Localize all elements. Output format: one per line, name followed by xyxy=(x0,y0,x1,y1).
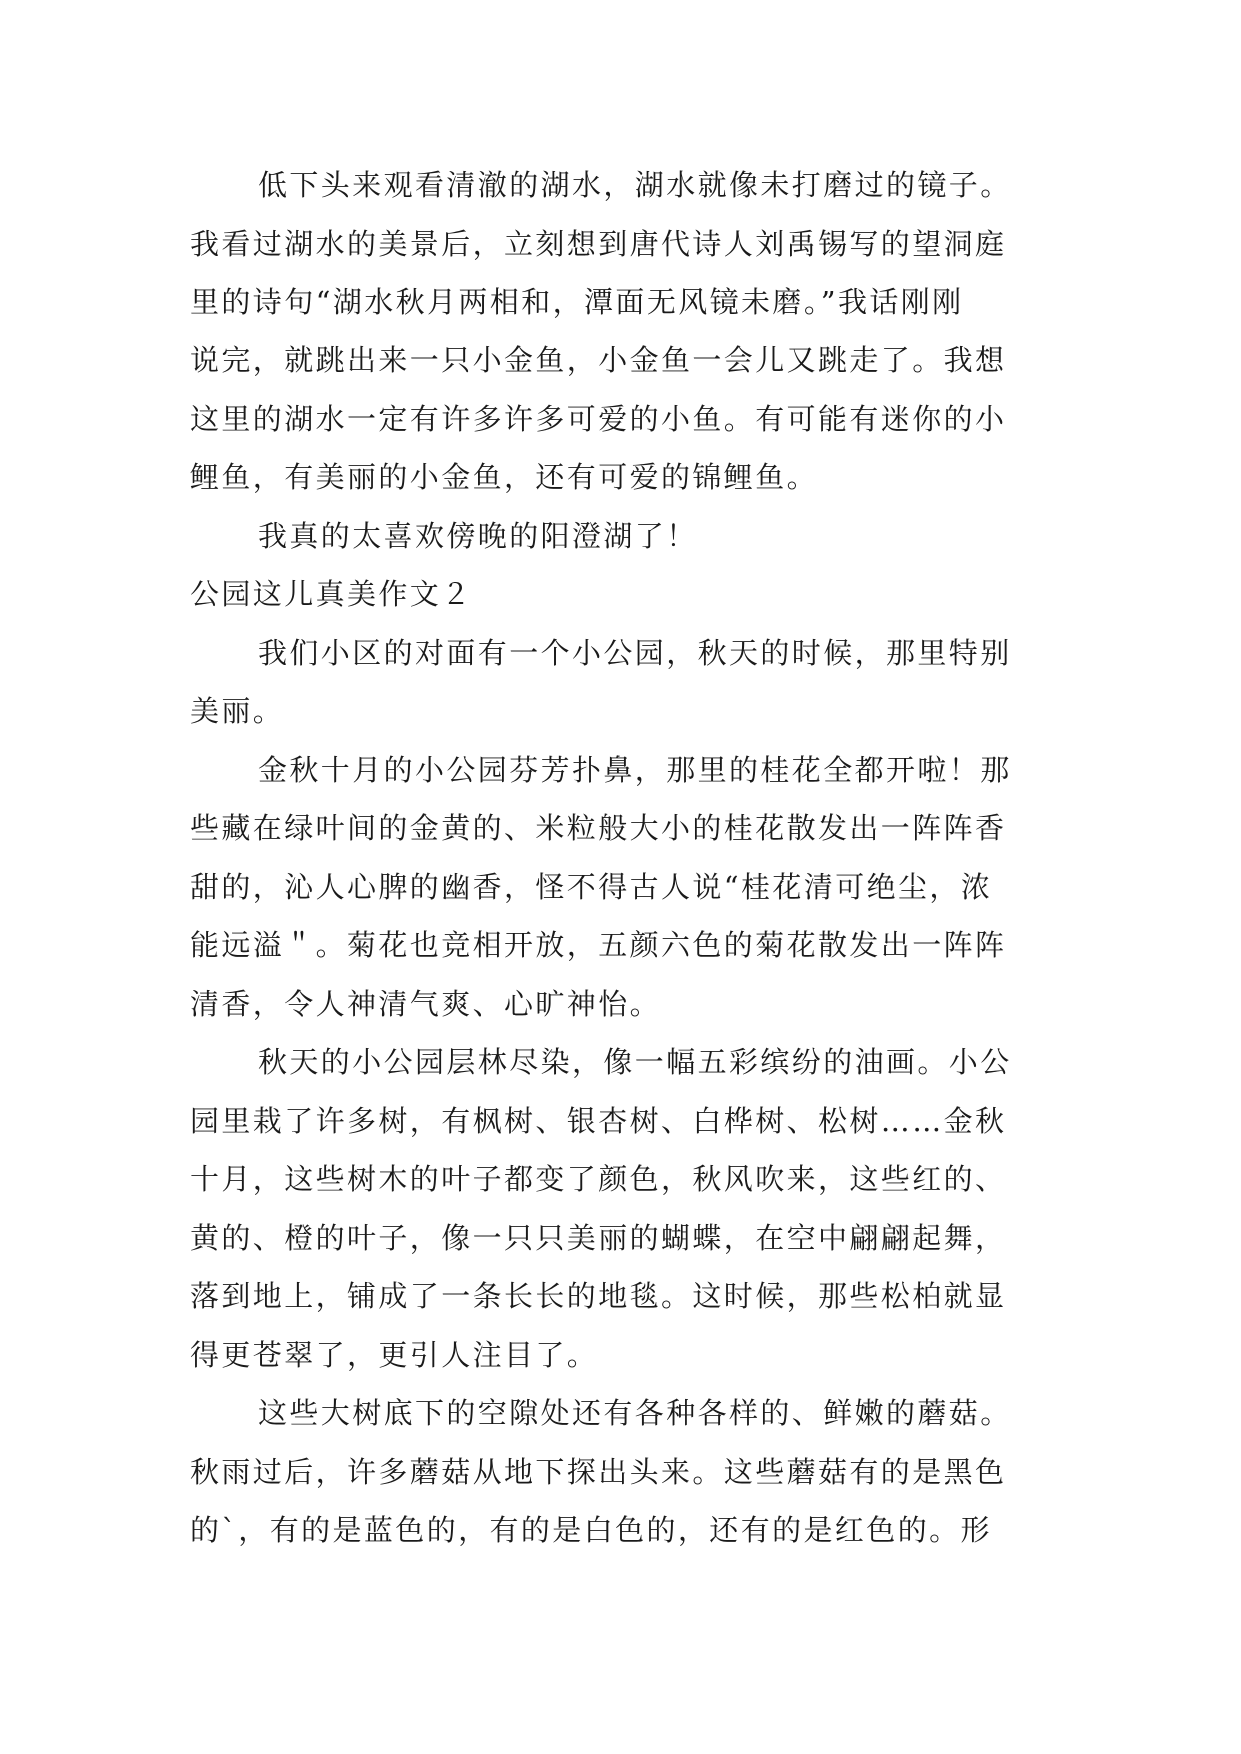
text-line: 能远溢＂。菊花也竞相开放，五颜六色的菊花散发出一阵阵 xyxy=(190,928,1007,962)
section-heading: 公园这儿真美作文２ xyxy=(190,577,473,611)
text-line: 得更苍翠了，更引人注目了。 xyxy=(190,1338,599,1372)
text-line: 的`，有的是蓝色的，有的是白色的，还有的是红色的。形 xyxy=(190,1513,992,1547)
text-line: 黄的、橙的叶子，像一只只美丽的蝴蝶，在空中翩翩起舞， xyxy=(190,1221,1007,1255)
text-line: 十月，这些树木的叶子都变了颜色，秋风吹来，这些红的、 xyxy=(190,1162,1007,1196)
text-line: 这些大树底下的空隙处还有各种各样的、鲜嫩的蘑菇。 xyxy=(258,1396,1012,1430)
text-line: 秋天的小公园层林尽染，像一幅五彩缤纷的油画。小公 xyxy=(258,1045,1012,1079)
text-line: 甜的，沁人心脾的幽香，怪不得古人说“桂花清可绝尘，浓 xyxy=(190,870,993,904)
text-line: 清香，令人神清气爽、心旷神怡。 xyxy=(190,987,662,1021)
text-line: 金秋十月的小公园芬芳扑鼻，那里的桂花全都开啦！那 xyxy=(258,753,1012,787)
text-line: 落到地上，铺成了一条长长的地毯。这时候，那些松柏就显 xyxy=(190,1279,1007,1313)
text-line: 里的诗句“湖水秋月两相和，潭面无风镜未磨。”我话刚刚 xyxy=(190,285,964,319)
text-line: 这里的湖水一定有许多许多可爱的小鱼。有可能有迷你的小 xyxy=(190,402,1007,436)
text-line: 我真的太喜欢傍晚的阳澄湖了！ xyxy=(258,519,698,553)
text-line: 鲤鱼，有美丽的小金鱼，还有可爱的锦鲤鱼。 xyxy=(190,460,819,494)
text-line: 低下头来观看清澈的湖水，湖水就像未打磨过的镜子。 xyxy=(258,168,1012,202)
text-line: 园里栽了许多树，有枫树、银杏树、白桦树、松树……金秋 xyxy=(190,1104,1007,1138)
text-line: 我看过湖水的美景后，立刻想到唐代诗人刘禹锡写的望洞庭 xyxy=(190,227,1007,261)
text-line: 些藏在绿叶间的金黄的、米粒般大小的桂花散发出一阵阵香 xyxy=(190,811,1007,845)
text-line: 美丽。 xyxy=(190,694,285,728)
text-line: 秋雨过后，许多蘑菇从地下探出头来。这些蘑菇有的是黑色 xyxy=(190,1455,1007,1489)
text-line: 说完，就跳出来一只小金鱼，小金鱼一会儿又跳走了。我想 xyxy=(190,343,1007,377)
text-line: 我们小区的对面有一个小公园，秋天的时候，那里特别 xyxy=(258,636,1012,670)
